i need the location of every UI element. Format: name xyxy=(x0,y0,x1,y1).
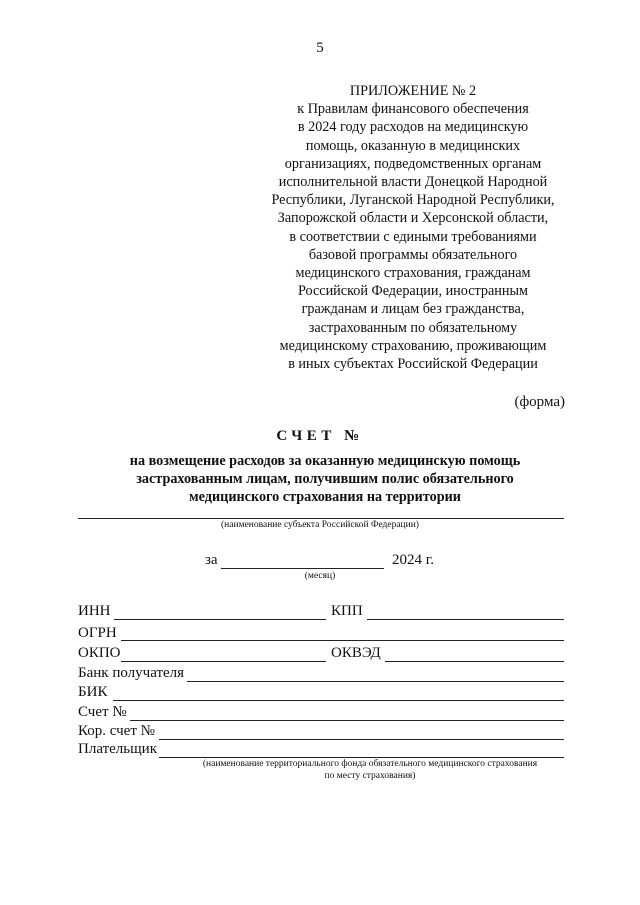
appendix-line: Российской Федерации, иностранным xyxy=(298,283,528,300)
account-fill-line[interactable] xyxy=(130,720,564,721)
subtitle-line: на возмещение расходов за оказанную медицинскую помощь xyxy=(129,453,521,469)
kpp-label: КПП xyxy=(331,603,363,619)
corr-account-label: Кор. счет № xyxy=(78,723,155,739)
month-caption: (месяц) xyxy=(304,571,336,581)
account-label: Счет № xyxy=(78,704,127,720)
subject-fill-line[interactable] xyxy=(78,518,564,519)
appendix-line: медицинского страхования, гражданам xyxy=(295,265,531,282)
form-label: (форма) xyxy=(514,394,565,410)
page-number: 5 xyxy=(316,40,324,56)
bank-fill-line[interactable] xyxy=(187,681,564,682)
bank-label: Банк получателя xyxy=(78,665,185,681)
payer-caption xyxy=(170,758,570,782)
appendix-line: в 2024 году расходов на медицинскую xyxy=(297,119,529,136)
kpp-fill-line[interactable] xyxy=(367,619,564,620)
payer-label: Плательщик xyxy=(78,741,157,757)
period-year: 2024 г. xyxy=(392,552,434,568)
bik-label: БИК xyxy=(78,684,108,700)
bik-fill-line[interactable] xyxy=(113,700,564,701)
inn-fill-line[interactable] xyxy=(114,619,326,620)
payer-caption-line: по месту страхования) xyxy=(324,771,416,781)
appendix-line: гражданам и лицам без гражданства, xyxy=(301,301,525,318)
subject-caption: (наименование субъекта Российской Федерации) xyxy=(221,520,419,530)
appendix-line: к Правилам финансового обеспечения xyxy=(297,101,529,118)
appendix-header xyxy=(258,82,568,373)
inn-label: ИНН xyxy=(78,603,111,619)
corr-account-fill-line[interactable] xyxy=(159,739,564,740)
period-prefix: за xyxy=(205,552,218,568)
okved-label: ОКВЭД xyxy=(331,645,381,661)
appendix-line: в соответствии с едиными требованиями xyxy=(289,228,537,245)
month-fill-line[interactable] xyxy=(221,568,384,569)
okpo-label: ОКПО xyxy=(78,645,121,661)
appendix-line: базовой программы обязательного xyxy=(308,246,518,263)
subtitle-line: медицинского страхования на территории xyxy=(189,489,461,505)
appendix-line: помощь, оказанную в медицинских xyxy=(305,137,521,154)
appendix-line: медицинскому страхованию, проживающим xyxy=(279,337,547,354)
payer-caption-line: (наименование территориального фонда обязательного медицинского страхования xyxy=(202,759,538,769)
ogrn-fill-line[interactable] xyxy=(121,640,564,641)
appendix-line: Республики, Луганской Народной Республики, xyxy=(271,192,555,209)
document-subtitle xyxy=(80,452,570,506)
ogrn-label: ОГРН xyxy=(78,625,117,641)
appendix-line: в иных субъектах Российской Федерации xyxy=(288,356,538,373)
appendix-title: ПРИЛОЖЕНИЕ № 2 xyxy=(349,83,477,99)
document-title: СЧЕТ № xyxy=(276,428,364,444)
appendix-line: организациях, подведомственных органам xyxy=(284,155,542,172)
okved-fill-line[interactable] xyxy=(385,661,564,662)
subtitle-line: застрахованным лицам, получившим полис обязательного xyxy=(136,471,514,487)
okpo-fill-line[interactable] xyxy=(121,661,326,662)
appendix-line: исполнительной власти Донецкой Народной xyxy=(278,174,548,191)
appendix-line: Запорожской области и Херсонской области, xyxy=(277,210,549,227)
appendix-line: застрахованным по обязательному xyxy=(308,319,518,336)
